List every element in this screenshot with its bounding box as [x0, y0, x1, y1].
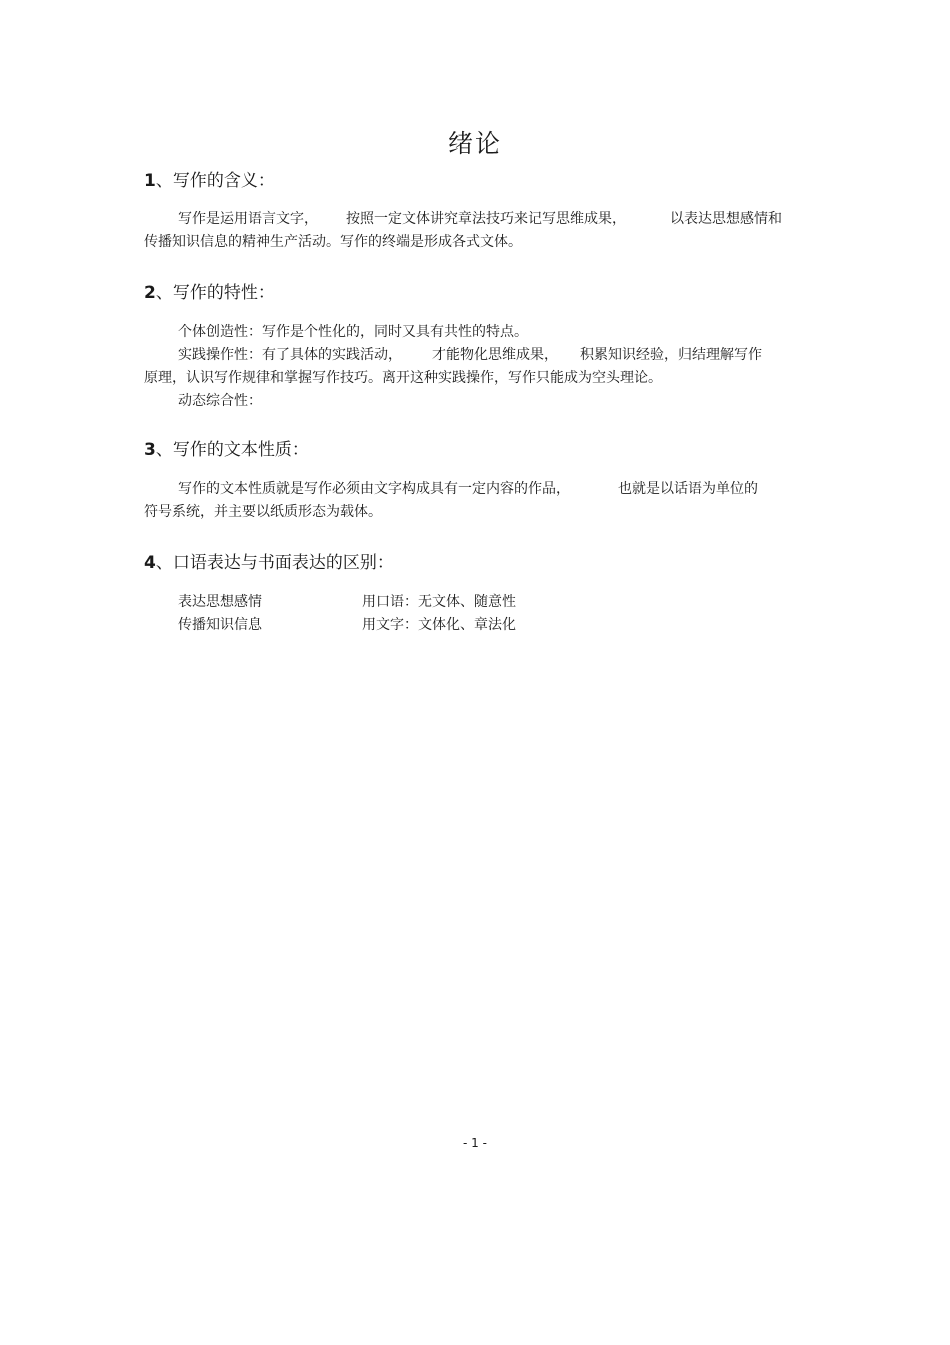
section-1-paragraph	[144, 208, 796, 254]
text-run: 也就是以话语为单位的	[618, 481, 758, 497]
section-heading-text: 、口语表达与书面表达的区别：	[155, 553, 394, 573]
text-run: 按照一定文体讲究章法技巧来记写思维成果，	[346, 211, 626, 227]
text-run: 以表达思想感情和	[670, 211, 782, 227]
text-run: 写作的文本性质就是写作必须由文字构成具有一定内容的作品，	[178, 481, 570, 497]
section-4-heading	[144, 548, 394, 573]
paragraph-line: 传播知识信息的精神生产活动。写作的终端是形成各式文体。	[144, 234, 522, 250]
page-number: - 1 -	[463, 1136, 487, 1150]
section-heading-text: 、写作的含义：	[155, 171, 275, 191]
section-number: 1	[144, 171, 156, 191]
paragraph-line: 符号系统，并主要以纸质形态为载体。	[144, 504, 382, 520]
section-heading-text: 、写作的特性：	[155, 283, 275, 303]
paragraph-line: 原理，认识写作规律和掌握写作技巧。离开这种实践操作，写作只能成为空头理论。	[144, 370, 662, 386]
section-number: 3	[144, 440, 156, 460]
section-2-heading	[144, 278, 275, 303]
paragraph-line	[144, 478, 796, 501]
comparison-right: 用口语：无文体、随意性	[362, 594, 516, 610]
comparison-left: 传播知识信息	[178, 617, 262, 633]
comparison-left: 表达思想感情	[178, 594, 262, 610]
section-number: 4	[144, 553, 156, 573]
comparison-right: 用文字：文体化、章法化	[362, 617, 516, 633]
section-3-paragraph	[144, 478, 796, 524]
paragraph-line: 动态综合性：	[178, 393, 262, 409]
paragraph-line: 个体创造性：写作是个性化的，同时又具有共性的特点。	[178, 324, 528, 340]
text-run: 才能物化思维成果，	[432, 347, 558, 363]
comparison-row	[178, 614, 516, 637]
text-run: 实践操作性：有了具体的实践活动，	[178, 347, 402, 363]
page-title: 绪论	[447, 129, 502, 158]
paragraph-line	[144, 344, 796, 367]
section-heading-text: 、写作的文本性质：	[155, 440, 309, 460]
section-1-heading	[144, 166, 275, 191]
text-run: 写作是运用语言文字，	[178, 211, 318, 227]
paragraph-line	[144, 208, 796, 231]
section-number: 2	[144, 283, 156, 303]
comparison-row	[178, 591, 516, 614]
text-run: 积累知识经验，归结理解写作	[580, 347, 762, 363]
section-3-heading	[144, 435, 309, 460]
section-2-paragraph	[144, 321, 796, 413]
